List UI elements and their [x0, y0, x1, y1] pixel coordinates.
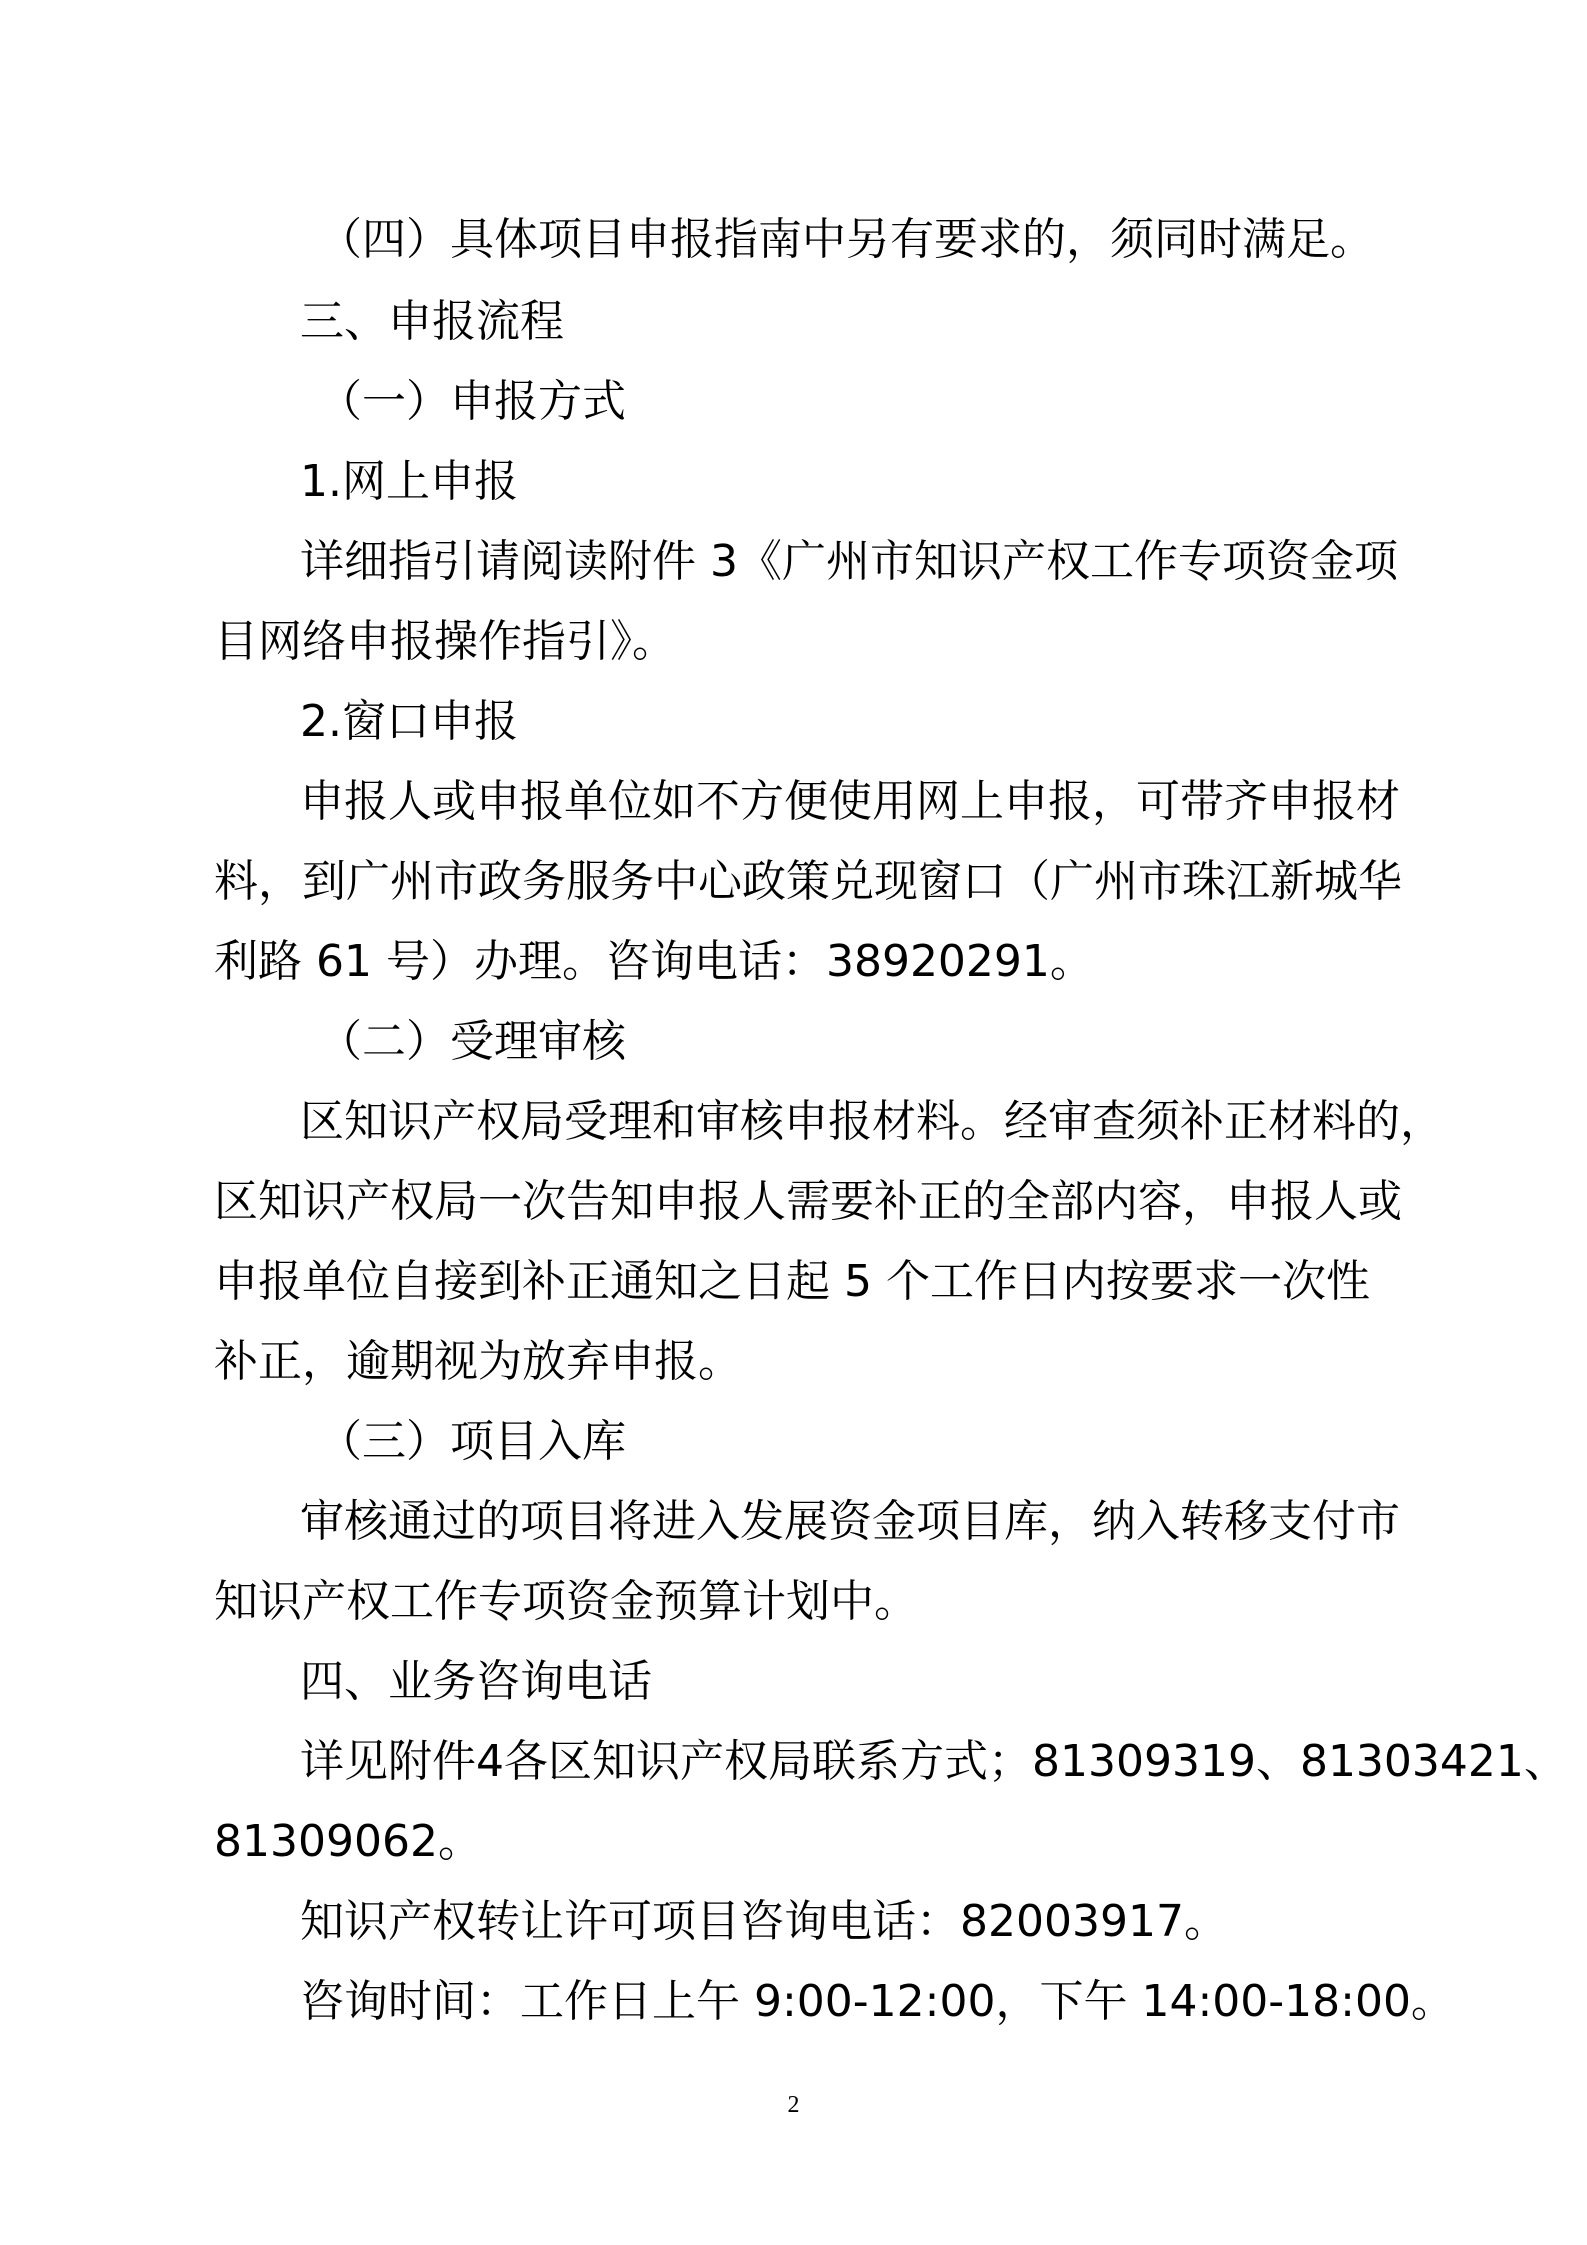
paragraph-database-line2: 知识产权工作专项资金预算计划中。: [214, 1576, 918, 1627]
item-online-application: 1.网上申报: [300, 456, 518, 507]
paragraph-review-line1: 区知识产权局受理和审核申报材料。经审查须补正材料的，: [300, 1096, 1444, 1147]
paragraph-transfer-license-phone: 知识产权转让许可项目咨询电话：82003917。: [300, 1896, 1228, 1947]
requirement-item-4: （四）具体项目申报指南中另有要求的，须同时满足。: [318, 214, 1374, 265]
paragraph-window-line2: 料，到广州市政务服务中心政策兑现窗口（广州市珠江新城华: [214, 856, 1402, 907]
subheading-project-database: （三）项目入库: [318, 1416, 626, 1467]
paragraph-consultation-hours: 咨询时间：工作日上午 9:00-12:00，下午 14:00-18:00。: [300, 1976, 1455, 2027]
paragraph-contacts-line1: 详见附件4各区知识产权局联系方式；81309319、81303421、: [300, 1736, 1568, 1787]
page-number: 2: [787, 2092, 800, 2118]
paragraph-review-line2: 区知识产权局一次告知申报人需要补正的全部内容，申报人或: [214, 1176, 1402, 1227]
paragraph-window-line3: 利路 61 号）办理。咨询电话：38920291。: [214, 936, 1094, 987]
paragraph-online-guide-line2: 目网络申报操作指引》。: [214, 616, 676, 667]
paragraph-database-line1: 审核通过的项目将进入发展资金项目库，纳入转移支付市: [300, 1496, 1400, 1547]
paragraph-window-line1: 申报人或申报单位如不方便使用网上申报，可带齐申报材: [300, 776, 1400, 827]
paragraph-online-guide-line1: 详细指引请阅读附件 3《广州市知识产权工作专项资金项: [300, 536, 1398, 587]
paragraph-review-line3: 申报单位自接到补正通知之日起 5 个工作日内按要求一次性: [214, 1256, 1370, 1307]
item-window-application: 2.窗口申报: [300, 696, 518, 747]
paragraph-review-line4: 补正，逾期视为放弃申报。: [214, 1336, 742, 1387]
section-heading-application-process: 三、申报流程: [300, 296, 564, 347]
subheading-application-method: （一）申报方式: [318, 376, 626, 427]
paragraph-contacts-line2: 81309062。: [214, 1816, 482, 1867]
subheading-acceptance-review: （二）受理审核: [318, 1016, 626, 1067]
section-heading-consultation-phone: 四、业务咨询电话: [300, 1656, 652, 1707]
